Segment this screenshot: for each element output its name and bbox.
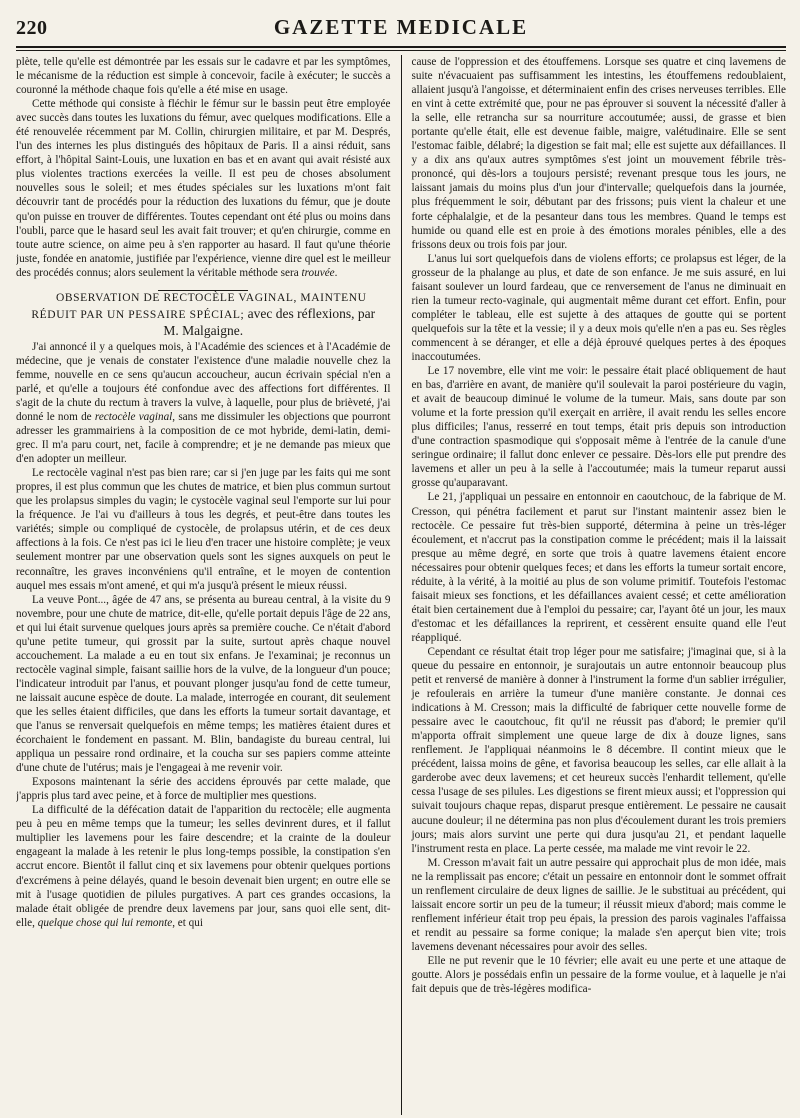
header-rule	[16, 46, 786, 48]
author: M. Malgaigne.	[163, 322, 244, 338]
columns	[16, 55, 786, 1115]
paragraph: La veuve Pont..., âgée de 47 ans, se présenta au bureau central, à la visite du 9 novembre, pour une chute de matrice, dit-elle, qu'elle portait depuis l'âge de 22 ans, et qui lui était survenue quelques jours après sa première couche. Ce n'était d'abord qu'une petite tumeur, qui grossit par la suite, surtout après chaque nouvel accouchement. La malade a eu en tout six enfans. Je l'examinai; je reconnus un rectocèle vaginal simple, faisant saillie hors de la vulve, de la longueur d'un pouce; l'indicateur introduit par l'anus, et pouvant plonger jusqu'au fond de cette tumeur, ne laissait aucune espèce de doute. La malade, interrogée en courant, dit seulement que les selles étaient difficiles, que dans les efforts la tumeur sortait davantage, et que l'anus se renversait quelquefois en même temps; les matières étaient dures et écorchaient le fondement en passant. M. Blin, bandagiste du bureau central, lui appliqua un pessaire rond ordinaire, et la coucha sur ses papiers comme atteinte d'une chute de l'utérus; mais je l'engageai à me revenir voir.	[16, 593, 391, 775]
page-number: 220	[16, 17, 48, 39]
paragraph: M. Cresson m'avait fait un autre pessaire qui approchait plus de mon idée, mais ne la remplissait pas encore; c'était un pessaire en entonnoir dont le sommet offrait un renflement circulaire de deux lignes de saillie. Je le substituai au précédent, qui laissait encore sortir un peu de la tumeur; il réussit mieux d'abord; mais comme le renflement inférieur était trop peu épais, la pression des parois vaginales l'affaissa et rendit au pessaire sa forme conique; la malade s'en aperçut bien vite; trois lavemens devenant nécessaires pour avoir des selles.	[411, 856, 786, 953]
paragraph: Le rectocèle vaginal n'est pas bien rare; car si j'en juge par les faits qui me sont propres, il est plus commun que les chutes de matrice, et bien plus commun surtout que les prolapsus simples du vagin; le cystocèle vaginal seul l'emporte sur lui pour la fréquence. Je l'ai vu d'ailleurs à tous les degrés, et peut-être dans toutes les variétés; simple ou compliqué de cystocèle, de prolapsus utérin, et de ces deux affections à la fois. Ce n'est pas ici le lieu d'en tracer une histoire complète; je veux seulement montrer par une observation quels sont les signes auxquels on peut le reconnaître, les graves inconvéniens qu'il entraîne, et le moyen de contention auquel mes essais m'ont amené, et qui m'a jusqu'à présent le mieux réussi.	[16, 467, 391, 592]
right-column	[401, 55, 787, 1115]
section-heading: OBSERVATION DE RECTOCÈLE VAGINAL, MAINTENU RÉDUIT PAR UN PESSAIRE SPÉCIAL; avec des réflexions, par M. Malgaigne.	[31, 291, 376, 338]
page-header	[16, 10, 786, 40]
header-rule-thin	[16, 50, 786, 51]
journal-title: GAZETTE MEDICALE	[273, 15, 529, 39]
paragraph: cause de l'oppression et des étouffemens. Lorsque ses quatre et cinq lavemens de suite n'évacuaient pas suffisamment les intestins, les étouffemens redoublaient, allaient jusqu'à l'angoisse, et déterminaient enfin des crises nerveuses terribles. Elle en vint à cette extrémité que, pour ne pas éprouver si souvent la nécessité d'aller à la selle, elle retrancha sur sa nourriture accoutumée; aussi, de grasse et bien portante qu'elle était, elle est devenue faible, maigre, valétudinaire. Elle se sent l'estomac faible, délabré; la digestion se fait mal; elle est sujette aux défaillances. Il y a dix ans qu'aux autres symptômes s'est joint un mouvement fébrile très-prononcé, qui dès-lors a toujours persisté; revenant presque tous les jours, ne laissant jamais du moins plus d'un jour d'intervalle; quelquefois dans la journée, plus fréquemment le soir, débutant par des frissons; puis vient la chaleur et une forte céphalalgie, et de la pesanteur dans tous les membres. Quand le temps est humide ou quand elle est en proie à des émotions morales pénibles, elle a des frissons deux ou trois fois par jour.	[411, 56, 786, 251]
paragraph: Le 21, j'appliquai un pessaire en entonnoir en caoutchouc, de la fabrique de M. Cresson, qui pénétra facilement et parut sur l'instant maintenir assez bien le rectocèle. Ce pessaire fut très-bien supporté, détermina à peine un très-léger écoulement, et n'accrut pas la constipation comme le précédent; mais il la laissait presque au même degré, en sorte que trois à quatre lavemens étaient encore nécessaires pour obtenir quelques feces; et dans les efforts la tumeur sortait encore, réduite, à la vérité, à la moitié au plus de son volume primitif. Toutefois l'estomac faisait mieux ses fonctions, et les défaillances avaient cessé; et cette amélioration était bien certainement due à l'emploi du pessaire; car, l'ayant ôté un jour, les maux d'estomac et les défaillances la reprirent, et cessèrent ensuite quand elle l'eut réappliqué.	[411, 491, 786, 644]
paragraph: Cette méthode qui consiste à fléchir le fémur sur le bassin peut être employée avec succès dans toutes les luxations du fémur, avec quelques modifications. Elle a été renouvelée récemment par M. Collin, chirurgien militaire, et par M. Després, l'un des internes les plus distingués des hôpitaux de Paris. Il a ainsi réduit, sans effort, à l'hôpital Saint-Louis, une luxation en bas et en avant qui avait résisté aux plus violentes tractions exercées la veille. Il est peu de choses absolument nouvelles sous le soleil; et mes études spéciales sur les luxations m'ont fait découvrir tant de procédés pour la réduction des luxations du fémur, que je doute qu'on puisse en trouver de différentes. Toutes cependant ont été plus ou moins dans l'oubli, parce que le hasard seul les avait fait trouver; et qu'en chirurgie, comme en toute autre science, on aime peu à s'en rapporter au hasard. Il faut qu'une théorie juste, fondée en anatomie, justifiée par l'expérience, vienne dire quel est le meilleur des procédés connus; alors seulement la véritable méthode sera trouvée.	[16, 98, 391, 279]
paragraph: La difficulté de la défécation datait de l'apparition du rectocèle; elle augmenta peu à peu en même temps que la tumeur; les selles devinrent dures, et il fallut multiplier les lavemens pour les faire descendre; et la crainte de la douleur engageant la malade à les retenir le plus long-temps possible, la constipation s'en accrut encore. Bientôt il fallut cinq et six lavemens pour obtenir quelques portions d'excrémens à peine délayés, quand le besoin devenait bien urgent; en outre elle se mit à l'usage quotidien de pilules purgatives. A part ces grandes occasions, la malade était obligée de prendre deux lavemens par jour, sans quoi elle sent, dit-elle, quelque chose qui lui remonte, et qui	[16, 804, 391, 929]
left-column	[16, 55, 401, 1115]
paragraph: Exposons maintenant la série des accidens éprouvés par cette malade, que j'appris plus tard avec peine, et à force de multiplier mes questions.	[16, 776, 391, 803]
paragraph: L'anus lui sort quelquefois dans de violens efforts; ce prolapsus est léger, de la grosseur de la phalange au plus, et date de son enfance. Je me suis assuré, en lui faisant soulever un lourd fardeau, que ce renversement de l'anus ne diminuait en rien la tumeur recto-vaginale, qui augmentait même durant cet effort. Enfin, pour compléter le tableau, elle est sujette à des attaques de goutte qui se portent quelquefois sur la tête et la vessie; il y a deux mois qu'elle n'en a pas eu. Ses règles commencent à se déranger, et elle a déjà éprouvé quelques pertes à des époques inaccoutumées.	[411, 252, 786, 363]
paragraph: Cependant ce résultat était trop léger pour me satisfaire; j'imaginai que, si à la queue du pessaire en entonnoir, je surajoutais un autre entonnoir beaucoup plus petit et renversé de manière à donner à l'instrument la forme d'un sablier irrégulier, je refoulerais en arrière la tumeur d'une manière constante. Je donnai ces indications à M. Cresson; mais la difficulté de fabriquer cette nouvelle forme de pessaire avec le caoutchouc, fit qu'il ne réussit pas d'abord; le premier qu'il m'apporta offrait simplement une queue large de dix à douze lignes, sans renflement. Je l'appliquai néanmoins le 8 décembre. Il contint mieux que le précédent, laissa moins de gêne, et favorisa beaucoup les selles, car elle allait à la garderobe avec deux lavemens; et cet heureux succès l'enhardit tellement, qu'elle cessa l'usage de ses pilules. Les digestions se firent mieux aussi; et l'oppression qui suivait toujours chaque repas, disparut presque entièrement. Le pessaire ne causait aucune douleur; il ne détermina pas non plus d'écoulement durant les trois premiers jours; mais alors survint une perte qui dura jusqu'au 21, et pendant laquelle l'instrument resta en place. La perte cessée, ma malade me vint revoir le 22.	[411, 645, 786, 855]
paragraph: plète, telle qu'elle est démontrée par les essais sur le cadavre et par les symptômes, le mécanisme de la réduction est simple à concevoir, facile à exécuter; le succès a couronné la méthode chaque fois qu'elle a été mise en usage.	[16, 56, 391, 97]
paragraph: Elle ne put revenir que le 10 février; elle avait eu une perte et une attaque de goutte. Alors je possédais enfin un pessaire de la forme voulue, et à laquelle je n'ai fait depuis que de très-légères modifica-	[411, 955, 786, 996]
paragraph: Le 17 novembre, elle vint me voir: le pessaire était placé obliquement de haut en bas, d'arrière en avant, de manière qu'il soulevait la paroi postérieure du vagin, et avait de beaucoup diminué le volume de la tumeur. Mais, sans doute par son volume et la forte pression qu'il exerçait en arrière, il avait rendu les selles encore plus difficiles; l'anus, resserré en tout temps, était pris depuis son introduction d'une contraction spasmodique qui s'opposait même à l'entrée de la canule d'une seringue ordinaire; il fallut donc enlever ce pessaire. Dès-lors elle put prendre des lavemens et aller un peu à la selle à l'accoutumée; mais la tumeur reparut aussi grosse qu'auparavant.	[411, 365, 786, 490]
paragraph: J'ai annoncé il y a quelques mois, à l'Académie des sciences et à l'Académie de médecine, que je venais de constater l'existence d'une maladie nouvelle chez la femme, nouvelle en ce sens qu'aucun accoucheur, aucun écrivain spécial n'en a parlé, et qu'elle a toujours été confondue avec des affections fort différentes. Il s'agit de la chute du rectum à travers la vulve, à laquelle, pour plus de brièveté, j'ai donné le nom de rectocèle vaginal, sans me dissimuler les objections que pourront adresser les grammairiens à la composition de ce mot hybride, demi-latin, demi-grec. Il m'a paru court, net, facile à comprendre; et je ne demande pas mieux que d'en adopter un meilleur.	[16, 340, 391, 466]
